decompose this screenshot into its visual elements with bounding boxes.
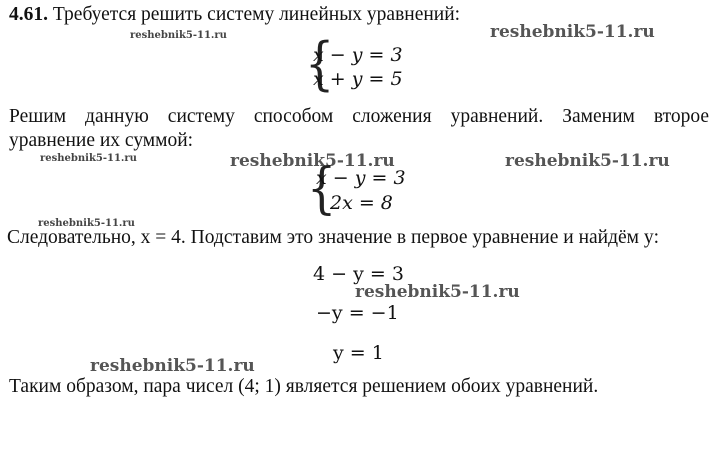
watermark: reshebnik5-11.ru (505, 151, 670, 171)
watermark: reshebnik5-11.ru (355, 282, 520, 302)
conclusion-line: Таким образом, пара чисел (4; 1) является решением обоих уравнений. (9, 376, 599, 397)
derivation-step: 4 − y = 3 (313, 263, 404, 285)
watermark: reshebnik5-11.ru (490, 22, 655, 42)
problem-line (9, 4, 460, 26)
derivation-step: y = 1 (333, 342, 384, 364)
watermark: reshebnik5-11.ru (40, 153, 137, 164)
derivation-step: −y = −1 (316, 302, 399, 324)
problem-number: 4.61. (9, 4, 48, 25)
paragraph-line: Решим данную систему способом сложения уравнений. Заменим второе (9, 106, 709, 127)
watermark: reshebnik5-11.ru (230, 151, 395, 171)
system1-equation-1: x − y = 3 (313, 44, 403, 66)
watermark: reshebnik5-11.ru (38, 218, 135, 229)
system2-equation-1: x − y = 3 (316, 167, 406, 189)
system-brace: { (307, 155, 337, 221)
system-brace: { (305, 29, 335, 97)
system1-equation-2: x + y = 5 (313, 68, 403, 90)
system2-equation-2: 2x = 8 (330, 192, 393, 214)
watermark: reshebnik5-11.ru (130, 30, 227, 41)
watermark: reshebnik5-11.ru (90, 356, 255, 376)
paragraph-line: уравнение их суммой: (9, 130, 194, 151)
paragraph-line: Следовательно, x = 4. Подставим это значение в первое уравнение и найдём y: (7, 227, 660, 248)
problem-statement: Требуется решить систему линейных уравнений: (52, 4, 461, 25)
